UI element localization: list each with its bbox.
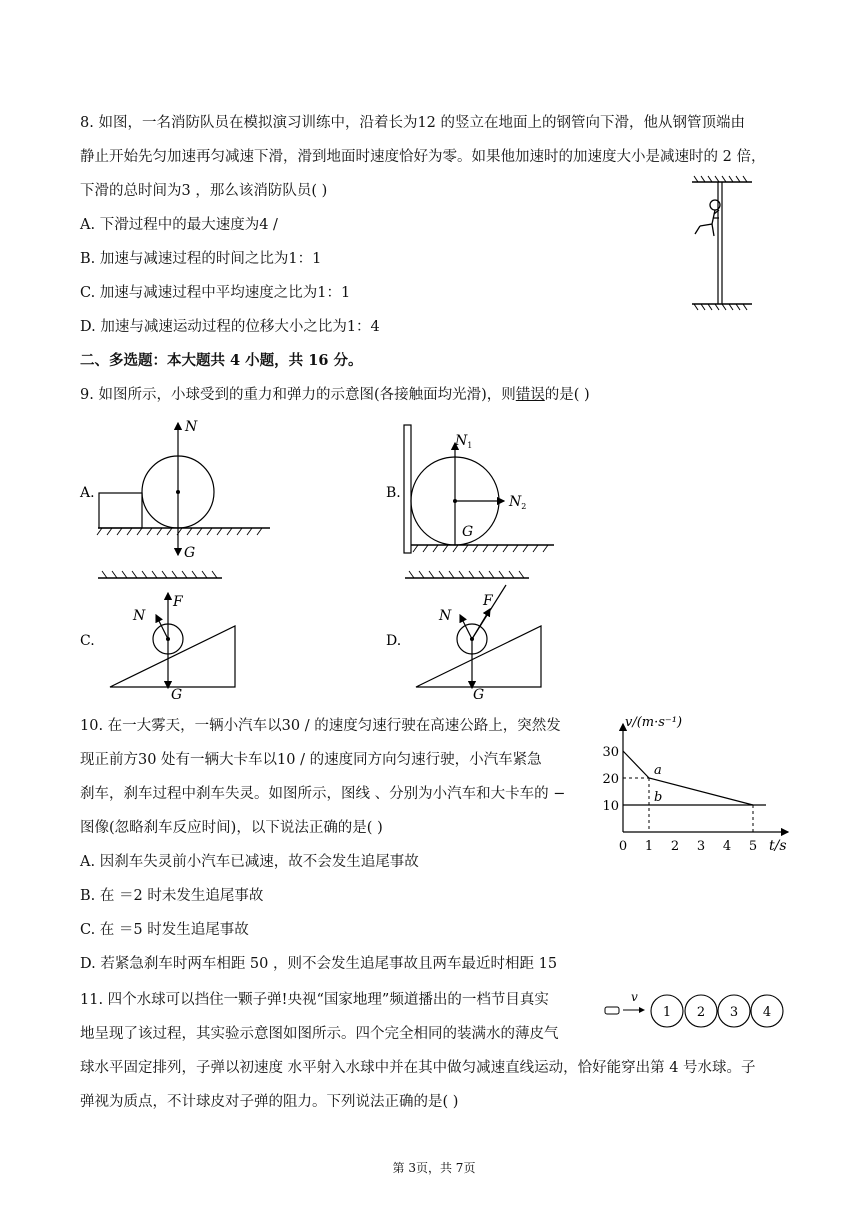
- q9-emphasis: 错误: [515, 387, 545, 403]
- x-tick-0: 0: [618, 839, 628, 854]
- series-label-a: a: [654, 763, 662, 778]
- q10-option-b: B. 在 ＝2 时未发生追尾事故: [80, 888, 264, 904]
- x-tick-1: 1: [644, 839, 654, 854]
- label-N-a: N: [185, 419, 198, 435]
- q9-stem: 9. 如图所示，小球受到的重力和弹力的示意图(各接触面均光滑)，则错误的是( ): [80, 387, 590, 403]
- label-F-c: F: [173, 594, 183, 610]
- q11-line-3: 球水平固定排列，子弹以初速度 水平射入水球中并在其中做匀减速直线运动，恰好能穿出第 4 号水球。子: [80, 1060, 756, 1076]
- page-footer: 第 3页，共 7页: [392, 1161, 476, 1175]
- q10-option-a: A. 因刹车失灵前小汽车已减速，故不会发生追尾事故: [80, 854, 419, 870]
- option-c-label: C.: [80, 633, 95, 649]
- label-N-d: N: [439, 608, 452, 624]
- ball-3-label: 3: [729, 1005, 739, 1020]
- firefighter-pole-figure: [688, 174, 758, 319]
- q9-figures: [70, 415, 570, 705]
- option-d-label: D.: [386, 633, 402, 649]
- x-tick-5: 5: [748, 839, 758, 854]
- ball-1-label: 1: [662, 1005, 672, 1020]
- x-tick-4: 4: [722, 839, 732, 854]
- q8-option-b: B. 加速与减速过程的时间之比为1：1: [80, 251, 322, 267]
- option-a-label: A.: [80, 485, 95, 501]
- x-tick-2: 2: [670, 839, 680, 854]
- q11-line-2: 地呈现了该过程，其实验示意图如图所示。四个完全相同的装满水的薄皮气: [80, 1026, 559, 1042]
- q11-line-1: 11. 四个水球可以挡住一颗子弹!央视“国家地理”频道播出的一档节目真实: [80, 992, 549, 1008]
- q11-line-4: 弹视为质点，不计球皮对子弹的阻力。下列说法正确的是( ): [80, 1094, 459, 1110]
- y-tick-10: 10: [602, 799, 619, 814]
- vt-chart: [598, 712, 798, 857]
- label-F-d: F: [483, 593, 493, 609]
- label-G-c: G: [171, 687, 183, 703]
- option-b-label: B.: [386, 485, 401, 501]
- x-axis-label: t/s: [769, 838, 787, 854]
- label-G-b: G: [462, 524, 474, 540]
- q8-option-c: C. 加速与减速过程中平均速度之比为1：1: [80, 285, 351, 301]
- series-label-b: b: [654, 790, 663, 805]
- q8-line-2: 静止开始先匀加速再匀减速下滑，滑到地面时速度恰好为零。如果他加速时的加速度大小是减速时的 2 倍，: [80, 149, 766, 165]
- label-N-c: N: [133, 608, 146, 624]
- y-axis-label: v/(m·s⁻¹): [625, 715, 683, 730]
- label-G-d: G: [473, 687, 485, 703]
- water-balls-figure: [600, 988, 790, 1034]
- ball-4-label: 4: [762, 1005, 772, 1020]
- ball-2-label: 2: [696, 1005, 706, 1020]
- q10-line-1: 10. 在一大雾天，一辆小汽车以30 / 的速度匀速行驶在高速公路上，突然发: [80, 718, 561, 734]
- section-heading: 二、多选题：本大题共 4 小题，共 16 分。: [80, 352, 363, 369]
- q8-line-3: 下滑的总时间为3 ，那么该消防队员( ): [80, 183, 328, 199]
- q10-option-d: D. 若紧急刹车时两车相距 50 ，则不会发生追尾事故且两车最近时相距 15: [80, 956, 558, 972]
- x-tick-3: 3: [696, 839, 706, 854]
- y-tick-30: 30: [602, 745, 619, 760]
- y-tick-20: 20: [602, 772, 619, 787]
- q10-line-4: 图像(忽略刹车反应时间)，以下说法正确的是( ): [80, 820, 383, 836]
- bullet-velocity-label: v: [631, 990, 638, 1004]
- q10-line-3: 刹车，刹车过程中刹车失灵。如图所示，图线 、分别为小汽车和大卡车的 −: [80, 786, 566, 802]
- bullet-icon: [605, 1007, 619, 1014]
- label-N2: $N_2$: [509, 494, 527, 511]
- label-G-a: G: [184, 545, 196, 561]
- q10-option-c: C. 在 ＝5 时发生追尾事故: [80, 922, 249, 938]
- q8-line-1: 8. 如图，一名消防队员在模拟演习训练中，沿着长为12 的竖立在地面上的钢管向下滑，他从钢管顶端由: [80, 115, 745, 131]
- q8-option-a: A. 下滑过程中的最大速度为4 /: [80, 217, 278, 233]
- q10-line-2: 现正前方30 处有一辆大卡车以10 / 的速度同方向匀速行驶，小汽车紧急: [80, 752, 542, 768]
- label-N1: $N_1$: [455, 433, 473, 450]
- q8-option-d: D. 加速与减速运动过程的位移大小之比为1：4: [80, 319, 380, 335]
